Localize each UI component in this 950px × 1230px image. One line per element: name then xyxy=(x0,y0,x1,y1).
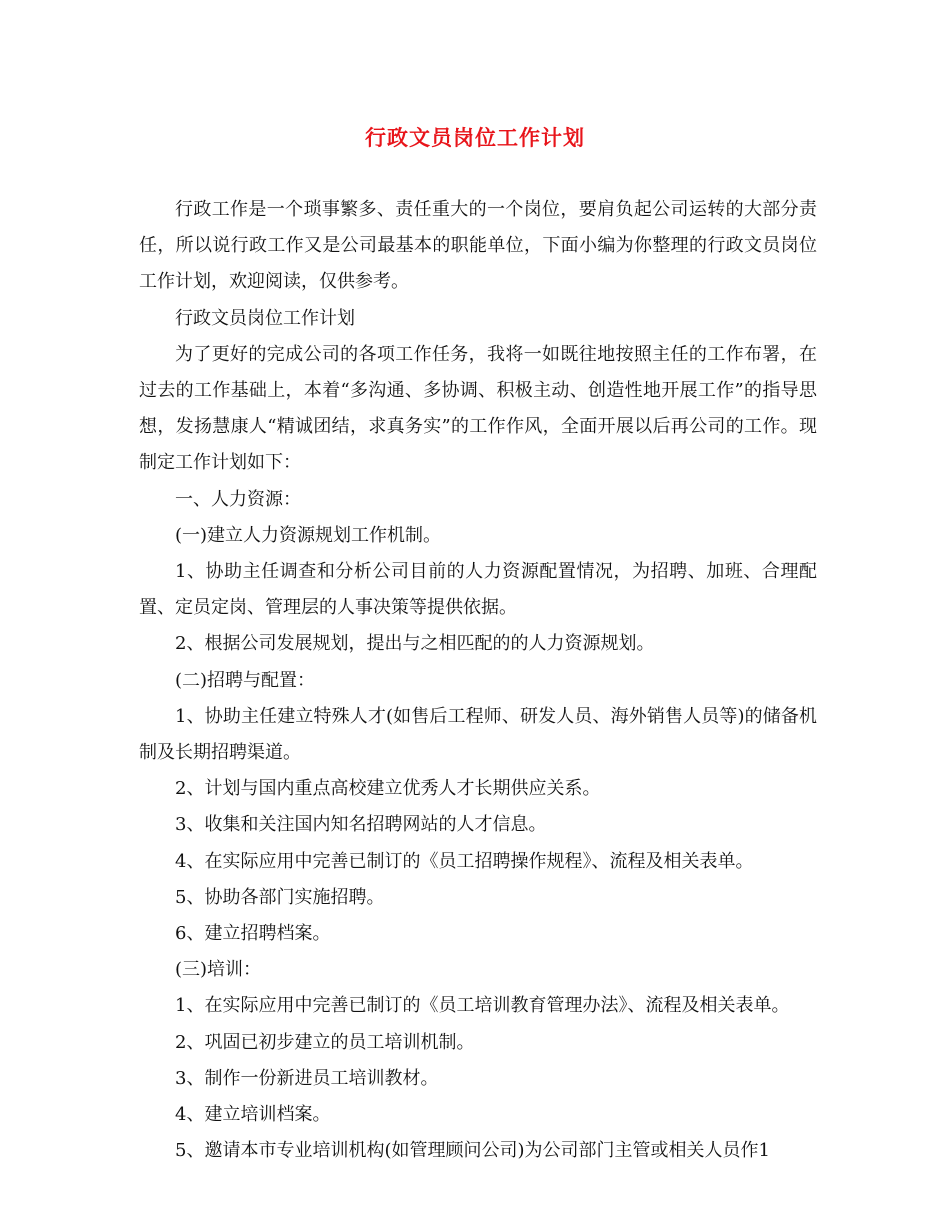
list-item: 1、在实际应用中完善已制订的《员工培训教育管理办法》、流程及相关表单。 xyxy=(175,995,790,1017)
list-item: 2、计划与国内重点高校建立优秀人才长期供应关系。 xyxy=(175,778,601,800)
document-body xyxy=(139,192,817,1169)
list-item: 6、建立招聘档案。 xyxy=(175,923,331,945)
section-heading-hr: 一、人力资源： xyxy=(175,488,301,510)
paragraph-preface: 为了更好的完成公司的各项工作任务，我将一如既往地按照主任的工作布署，在过去的工作基础上，本着“多沟通、多协调、积极主动、创造性地开展工作”的指导思想，发扬慧康人“精诚团结，求真务实”的工作作风，全面开展以后再公司的工作。现制定工作计划如下： xyxy=(139,343,817,474)
list-item: 2、根据公司发展规划，提出与之相匹配的的人力资源规划。 xyxy=(175,633,655,655)
list-item: 4、建立培训档案。 xyxy=(175,1104,331,1126)
list-item: 1、协助主任建立特殊人才(如售后工程师、研发人员、海外销售人员等)的储备机制及长期招聘渠道。 xyxy=(139,705,817,764)
list-item: 5、协助各部门实施招聘。 xyxy=(175,886,385,908)
subsection-heading-planning: (一)建立人力资源规划工作机制。 xyxy=(175,524,442,546)
document-title: 行政文员岗位工作计划 xyxy=(365,125,585,150)
list-item: 5、邀请本市专业培训机构(如管理顾问公司)为公司部门主管或相关人员作1 xyxy=(175,1140,770,1162)
subsection-heading-training: (三)培训： xyxy=(175,959,262,981)
paragraph-intro: 行政工作是一个琐事繁多、责任重大的一个岗位，要肩负起公司运转的大部分责任，所以说行政工作又是公司最基本的职能单位，下面小编为你整理的行政文员岗位工作计划，欢迎阅读，仅供参考。 xyxy=(139,199,817,293)
list-item: 3、收集和关注国内知名招聘网站的人才信息。 xyxy=(175,814,547,836)
list-item: 2、巩固已初步建立的员工培训机制。 xyxy=(175,1031,475,1053)
list-item: 1、协助主任调查和分析公司目前的人力资源配置情况，为招聘、加班、合理配置、定员定岗、管理层的人事决策等提供依据。 xyxy=(139,561,817,619)
subsection-heading-recruitment: (二)招聘与配置： xyxy=(175,669,316,691)
list-item: 3、制作一份新进员工培训教材。 xyxy=(175,1067,439,1089)
paragraph-subtitle: 行政文员岗位工作计划 xyxy=(175,307,355,329)
list-item: 4、在实际应用中完善已制订的《员工招聘操作规程》、流程及相关表单。 xyxy=(175,850,754,872)
